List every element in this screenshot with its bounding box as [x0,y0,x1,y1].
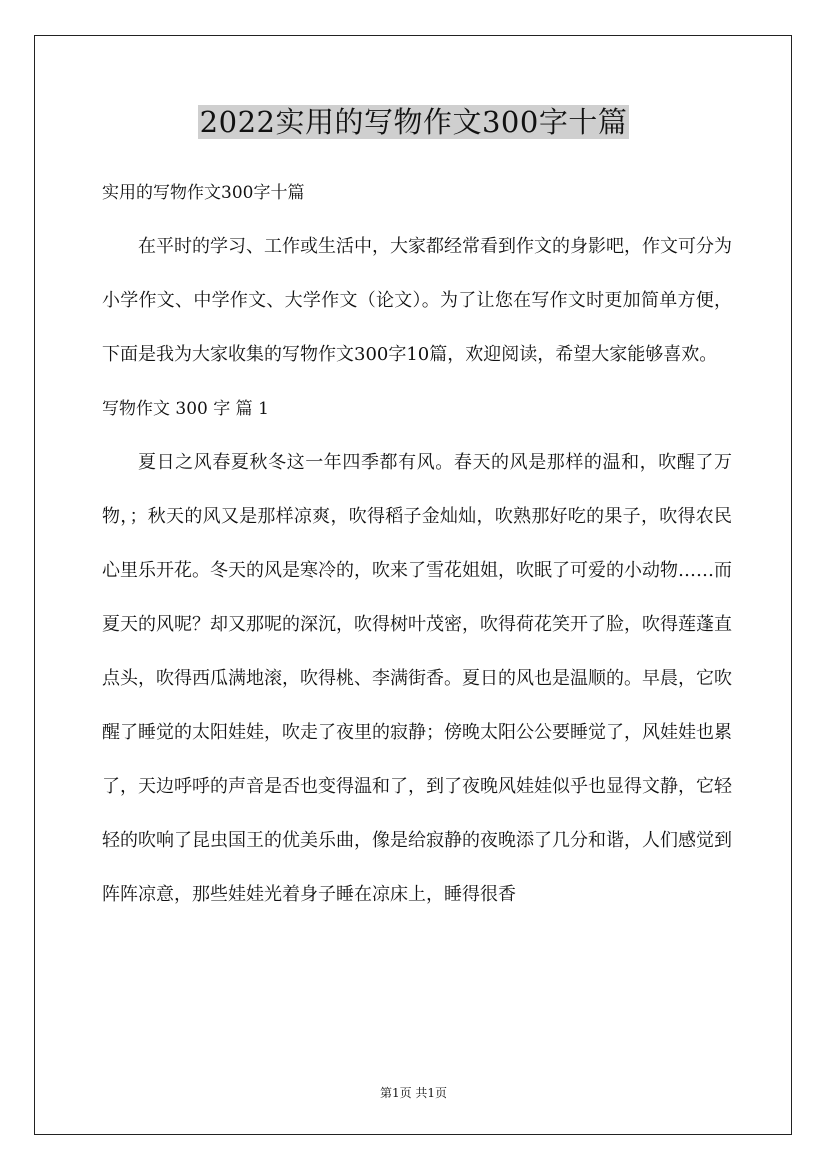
section-heading: 写物作文 300 字 篇 1 [102,399,269,419]
document-title [0,100,827,144]
section-paragraph: 夏日之风春夏秋冬这一年四季都有风。春天的风是那样的温和，吹醒了万物，；秋天的风又是那样凉爽，吹得稻子金灿灿，吹熟那好吃的果子，吹得农民心里乐开花。冬天的风是寒冷的，吹来了雪花姐姐，吹眠了可爱的小动物……而夏天的风呢？却又那呢的深沉，吹得树叶茂密，吹得荷花笑开了脸，吹得莲蓬直点头，吹得西瓜满地滚，吹得桃、李满街香。夏日的风也是温顺的。早晨，它吹醒了睡觉的太阳娃娃，吹走了夜里的寂静；傍晚太阳公公要睡觉了，风娃娃也累了，天边呼呼的声音是否也变得温和了，到了夜晚风娃娃似乎也显得文静，它轻轻的吹响了昆虫国王的优美乐曲，像是给寂静的夜晚添了几分和谐，人们感觉到阵阵凉意，那些娃娃光着身子睡在凉床上，睡得很香 [102,452,732,905]
intro-paragraph: 在平时的学习、工作或生活中，大家都经常看到作文的身影吧，作文可分为小学作文、中学作文、大学作文（论文）。为了让您在写作文时更加简单方便，下面是我为大家收集的写物作文300字10篇，欢迎阅读，希望大家能够喜欢。 [102,236,732,365]
document-body [102,166,732,922]
page-number: 第1页 共1页 [379,1086,448,1100]
page-footer [0,1085,827,1101]
document-title-text: 2022实用的写物作文300字十篇 [199,105,628,139]
document-subtitle: 实用的写物作文300字十篇 [102,183,305,203]
